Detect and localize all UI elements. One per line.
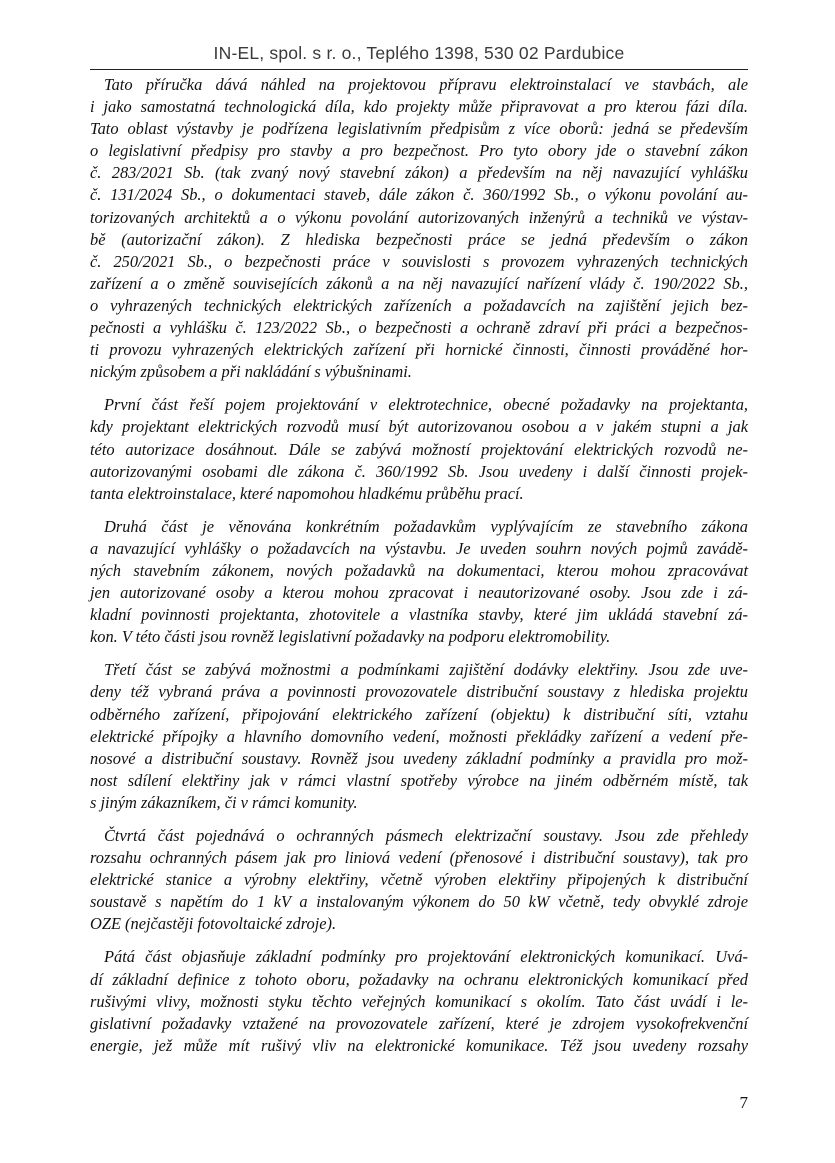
- text-line: autorizovanými osobami dle zákona č. 360/1992 Sb. Jsou uvedeny i další činnosti projek-: [90, 461, 748, 481]
- text-line: Třetí část se zabývá možnostmi a podmínkami zajištění dodávky elektřiny. Jsou zde uve-: [104, 660, 748, 680]
- text-line: i jako samostatná technologická díla, kdo projekty může připravovat a pro kterou fázi díla.: [90, 97, 748, 117]
- text-line: gislativní požadavky vztažené na provozovatele zařízení, které je zdrojem vysokofrekvenční: [90, 1013, 748, 1033]
- text-line: rozsahu ochranných pásem jak pro liniová vedení (přenosové i distribuční soustavy), tak pro: [90, 848, 748, 868]
- text-line: č. 250/2021 Sb., o bezpečnosti práce v souvislosti s provozem vyhrazených technických: [90, 251, 748, 271]
- text-line: tanta elektroinstalace, které napomohou hladkému průběhu prací.: [90, 483, 524, 503]
- paragraph-part-four: [90, 825, 748, 935]
- paragraph-intro: [90, 74, 748, 383]
- running-header: IN-EL, spol. s r. o., Teplého 1398, 530 02 Pardubice: [213, 43, 625, 63]
- text-line: o legislativní předpisy pro stavby a pro bezpečnost. Pro tyto obory jde o stavební zákon: [90, 141, 748, 161]
- text-line: č. 131/2024 Sb., o dokumentaci staveb, dále zákon č. 360/1992 Sb., o výkonu povolání au-: [90, 185, 748, 205]
- text-line: nost sdílení elektřiny jak v rámci vlastní spotřeby výrobce na jiném odběrném místě, tak: [90, 770, 748, 790]
- text-line: bě (autorizační zákon). Z hlediska bezpečnosti práce se jedná především o zákon: [90, 229, 748, 249]
- text-line: kdy projektant elektrických rozvodů musí být autorizovanou osobou a v jakém stupni a jak: [90, 417, 748, 437]
- text-line: První část řeší pojem projektování v elektrotechnice, obecné požadavky na projektanta,: [104, 395, 748, 415]
- text-line: dí základní definice z tohoto oboru, požadavky na ochranu elektronických komunikací před: [90, 969, 748, 989]
- page-number: 7: [739, 1093, 748, 1112]
- text-line: odběrného zařízení, připojování elektrického zařízení (objektu) k distribuční síti, vztahu: [90, 704, 748, 724]
- text-line: elektrické přípojky a hlavního domovního vedení, možnosti překládky zařízení a vedení pře-: [90, 726, 748, 746]
- text-line: ti provozu vyhrazených elektrických zařízení při hornické činnosti, činnosti prováděné hor-: [90, 340, 748, 360]
- paragraph-part-two: [90, 516, 748, 649]
- text-line: rušivými vlivy, možnosti styku těchto veřejných komunikací s okolím. Tato část uvádí i le-: [90, 991, 748, 1011]
- text-line: Druhá část je věnována konkrétním požadavkům vyplývajícím ze stavebního zákona: [104, 516, 748, 536]
- text-line: elektrické stanice a výrobny elektřiny, včetně výroben elektřiny připojených k distribuční: [90, 870, 748, 890]
- text-line: Tato příručka dává náhled na projektovou přípravu elektroinstalací ve stavbách, ale: [104, 75, 748, 94]
- text-line: nickým způsobem a při nakládání s výbušninami.: [90, 362, 412, 382]
- text-line: Pátá část objasňuje základní podmínky pro projektování elektronických komunikací. Uvá-: [104, 947, 748, 967]
- paragraph-part-one: [90, 394, 748, 504]
- text-line: OZE (nejčastěji fotovoltaické zdroje).: [90, 914, 337, 934]
- text-line: zařízení a o změně souvisejících zákonů a na něj navazující nařízení vlády č. 190/2022 Sb.,: [90, 273, 748, 293]
- paragraph-part-three: [90, 659, 748, 814]
- text-line: deny též vybraná práva a povinnosti provozovatele distribuční soustavy z hlediska projektu: [90, 682, 748, 702]
- text-line: s jiným zákazníkem, či v rámci komunity.: [90, 792, 358, 812]
- text-line: této autorizace dosáhnout. Dále se zabývá možností projektování elektrických rozvodů ne-: [90, 439, 748, 459]
- text-line: torizovaných architektů a o výkonu povolání autorizovaných inženýrů a techniků ve výstav-: [90, 207, 748, 227]
- paragraph-part-five: [90, 946, 748, 1056]
- text-line: pečnosti a vyhlášku č. 123/2022 Sb., o bezpečnosti a ochraně zdraví při práci a bezpečnos-: [90, 318, 748, 338]
- header-rule: [90, 69, 748, 70]
- text-line: energie, jež může mít rušivý vliv na elektronické komunikace. Též jsou uvedeny rozsahy: [90, 1035, 748, 1055]
- body-text: [90, 74, 748, 1068]
- text-line: kladní povinnosti projektanta, zhotovitele a vlastníka stavby, které jim ukládá stavební zá-: [90, 605, 748, 625]
- text-line: a navazující vyhlášky o požadavcích na výstavbu. Je uveden souhrn nových pojmů zavádě-: [90, 538, 748, 558]
- text-line: jen autorizované osoby a kterou mohou zpracovat i neautorizované osoby. Jsou zde i zá-: [90, 583, 748, 603]
- text-line: soustavě s napětím do 1 kV a instalovaným výkonem do 50 kW včetně, tedy obvyklé zdroje: [90, 892, 748, 912]
- text-line: o vyhrazených technických elektrických zařízeních a požadavcích na zajištění jejich bez-: [90, 295, 748, 315]
- text-line: ných stavebním zákonem, nových požadavků na dokumentaci, kterou mohou zpracovávat: [90, 560, 748, 580]
- text-line: Čtvrtá část pojednává o ochranných pásmech elektrizační soustavy. Jsou zde přehledy: [104, 826, 748, 845]
- text-line: nosové a distribuční soustavy. Rovněž jsou uvedeny základní podmínky a pravidla pro mož-: [90, 748, 748, 768]
- text-line: Tato oblast výstavby je podřízena legislativním předpisům z více oborů: jedná se především: [90, 119, 748, 139]
- text-line: č. 283/2021 Sb. (tak zvaný nový stavební zákon) a především na něj navazující vyhlášku: [90, 163, 748, 183]
- text-line: kon. V této části jsou rovněž legislativní požadavky na podporu elektromobility.: [90, 627, 611, 647]
